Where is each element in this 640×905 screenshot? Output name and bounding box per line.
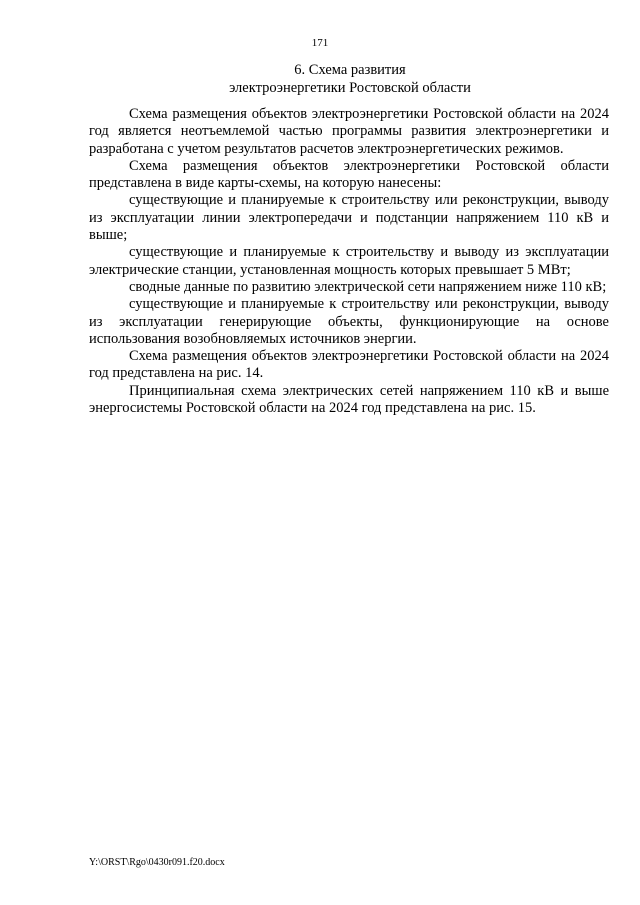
paragraph: Схема размещения объектов электроэнергетики Ростовской области на 2024 год представлена на рис. 14.	[89, 348, 609, 382]
section-title-line-1: 6. Схема развития	[294, 62, 406, 78]
page-number: 171	[311, 37, 329, 49]
list-item: сводные данные по развитию электрической сети напряжением ниже 110 кВ;	[129, 278, 607, 295]
list-item: существующие и планируемые к строительству или реконструкции, выводу из эксплуатации линии электропередачи и подстанции напряжением 110 кВ и выше;	[89, 192, 609, 244]
section-title	[0, 61, 640, 97]
paragraph: Схема размещения объектов электроэнергетики Ростовской области на 2024 год является неотъемлемой частью программы развития электроэнергетики и разработана с учетом результатов расчетов электроэнергетических режимов.	[89, 106, 609, 157]
paragraph: Схема размещения объектов электроэнергетики Ростовской области представлена в виде карты-схемы, на которую нанесены:	[89, 157, 609, 192]
footer-file-path: Y:\ORST\Rgo\0430r091.f20.docx	[89, 857, 225, 868]
list-item: существующие и планируемые к строительству и выводу из эксплуатации электрические станции, установленная мощность которых превышает 5 МВт;	[89, 244, 609, 278]
section-title-line-2: электроэнергетики Ростовской области	[229, 80, 471, 96]
body-text	[89, 106, 609, 417]
paragraph: Принципиальная схема электрических сетей напряжением 110 кВ и выше энергосистемы Ростовской области на 2024 год представлена на рис. 15.	[89, 382, 609, 417]
list-item: существующие и планируемые к строительству или реконструкции, выводу из эксплуатации генерирующие объекты, функционирующие на основе использования возобновляемых источников энергии.	[89, 296, 609, 347]
